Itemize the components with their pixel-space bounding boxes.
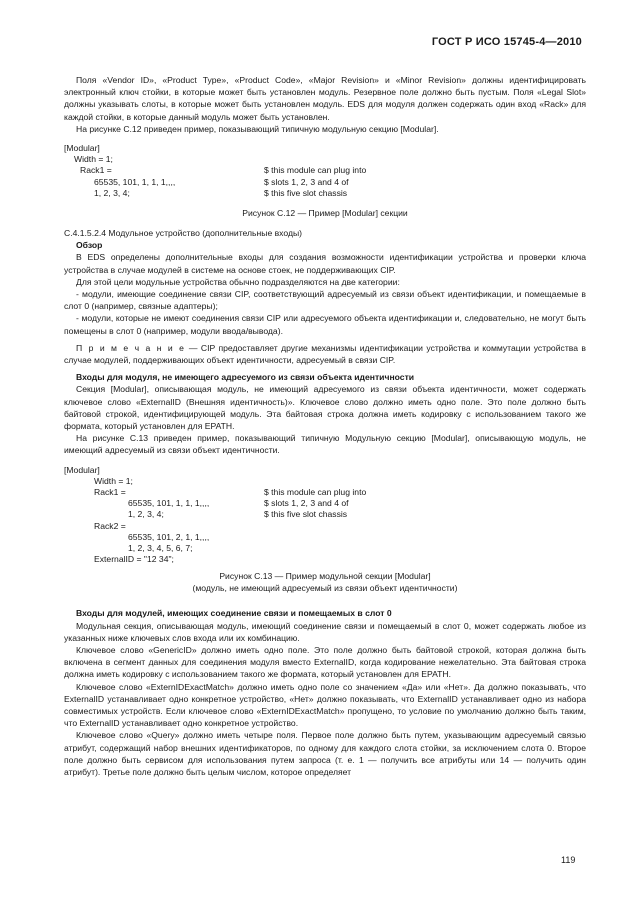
list-item: - модули, которые не имеют соединения связи CIP или адресуемого объекта идентификации и, следовательно, не могут быть помещены в слот 0 (например, модули ввода/вывода). xyxy=(64,313,586,336)
paragraph: Ключевое слово «GenericID» должно иметь одно поле. Это поле должно быть байтовой строкой, которая должна быть включена в сегмент данных для соединения модуля вместо ExternalID, когда кодирование нежелательно. Эта байтовая строка должна иметь кодировку с использованием такого же формата, который установлен для EPATH. xyxy=(64,644,586,680)
code-comment: $ slots 1, 2, 3 and 4 of xyxy=(264,176,349,187)
code-line: Rack1 = xyxy=(80,165,112,176)
code-comment: $ this five slot chassis xyxy=(264,187,348,198)
paragraph: На рисунке С.13 приведен пример, показывающий типичную Модульную секцию [Modular], описывающую модуль, не имеющий адресуемый из связи объект идентичности. xyxy=(64,433,586,456)
standard-designation: ГОСТ Р ИСО 15745-4—2010 xyxy=(431,36,582,48)
code-comment: $ this five slot chassis xyxy=(264,509,348,520)
paragraph: В EDS определены дополнительные входы для создания возможности идентификации устройства и проверки ключа устройства в случае модулей в системе на основе стоек, не поддерживающих CIP. xyxy=(64,252,586,275)
code-line: 1, 2, 3, 4, 5, 6, 7; xyxy=(128,542,193,553)
code-line: [Modular] xyxy=(64,464,100,475)
note xyxy=(64,342,586,366)
subheading: Входы для модуля, не имеющего адресуемого из связи объекта идентичности xyxy=(76,372,415,383)
code-line: Rack2 = xyxy=(94,520,126,531)
list-item: - модули, имеющие соединение связи CIP, соответствующий адресуемый из связи объект идентификации, и помещаемые в слот 0 (например, связные адаптеры); xyxy=(64,288,586,312)
paragraph: Для этой цели модульные устройства обычно подразделяются на две категории: xyxy=(76,276,400,287)
code-line: ExternalID = "12 34"; xyxy=(94,554,174,565)
code-line: Width = 1; xyxy=(74,154,113,165)
code-line: 65535, 101, 1, 1, 1,,,, xyxy=(128,498,210,509)
page-number: 119 xyxy=(561,855,576,865)
paragraph: Модульная секция, описывающая модуль, имеющий соединение связи и помещаемый в слот 0, может содержать любое из указанных ниже ключевых слов входа или их комбинацию. xyxy=(64,620,586,643)
subheading: Входы для модулей, имеющих соединение связи и помещаемых в слот 0 xyxy=(76,608,392,619)
code-line: 1, 2, 3, 4; xyxy=(128,509,164,520)
code-listing-c12 xyxy=(64,143,586,199)
code-line: 65535, 101, 1, 1, 1,,,, xyxy=(94,176,176,187)
figure-caption-sub: (модуль, не имеющий адресуемый из связи объект идентичности) xyxy=(192,583,458,594)
code-line: Width = 1; xyxy=(94,475,133,486)
paragraph: Секция [Modular], описывающая модуль, не имеющий адресуемого из связи объекта идентичности, может содержать ключевое слово «ExternalID (Внешняя идентичность)». Ключевое слово должно иметь одно поле. Это поле должно быть байтовой строкой, идентифицирующей модуль. Эта байтовая строка должна иметь кодировку с использованием такого же формата, который установлен для EPATH. xyxy=(64,384,586,431)
code-line: Rack1 = xyxy=(94,486,126,497)
figure-caption: Рисунок С.13 — Пример модульной секции [Modular] xyxy=(219,571,431,582)
code-line: [Modular] xyxy=(64,143,100,154)
code-comment: $ this module can plug into xyxy=(264,486,367,497)
figure-caption: Рисунок С.12 — Пример [Modular] секции xyxy=(242,207,408,218)
note-text: — CIP предоставляет другие механизмы идентификации устройства и коммутации устройства в случае модулей, поддерживающих объект идентичности, адресуемый в связи CIP. xyxy=(64,342,586,365)
note-label: П р и м е ч а н и е xyxy=(76,342,186,353)
page-content xyxy=(64,74,586,778)
paragraph: Ключевое слово «Query» должно иметь четыре поля. Первое поле должно быть путем, указывающим адресуемый связью атрибут, содержащий набор внешних идентификаторов, по одному для каждого слота стойки, за исключением слота 0. Второе поле должно быть сервисом для использования путем запроса (т. е. 1 — получить все атрибуты или 14 — получить один атрибут). Третье поле должно быть целым числом, которое определяет xyxy=(64,730,586,777)
paragraph: Поля «Vendor ID», «Product Type», «Product Code», «Major Revision» и «Minor Revision» должны идентифицировать электронный ключ стойки, в которые может быть установлен модуль. Резервное поле должно быть пустым. Поля «Legal Slot» должны указывать слоты, в которые может быть установлен модуль. EDS для модуля должен содержать один вход «Rack» для каждой стойки, в которые данный модуль может быть установлен. xyxy=(64,75,586,122)
code-comment: $ this module can plug into xyxy=(264,165,367,176)
section-number-title: С.4.1.5.2.4 Модульное устройство (дополнительные входы) xyxy=(64,227,303,238)
paragraph: Ключевое слово «ExternIDExactMatch» должно иметь одно поле со значением «Да» или «Нет». Да должно показывать, что ExternalID устанавливает одно конкретное устройство, «Нет» должно показывать, что ExternalID устанавливает одно из набора совместимых устройств. Если ключевое слово «ExternIDExactMatch» пропущено, то условие по умолчанию должно быть таким, что ExternalID устанавливает одно конкретное устройство. xyxy=(64,681,586,729)
code-comment: $ slots 1, 2, 3 and 4 of xyxy=(264,498,349,509)
code-line: 65535, 101, 2, 1, 1,,,, xyxy=(128,531,210,542)
paragraph: На рисунке С.12 приведен пример, показывающий типичную модульную секцию [Modular]. xyxy=(76,123,439,134)
code-listing-c13 xyxy=(64,465,586,566)
subheading-overview: Обзор xyxy=(76,240,103,251)
code-line: 1, 2, 3, 4; xyxy=(94,187,130,198)
